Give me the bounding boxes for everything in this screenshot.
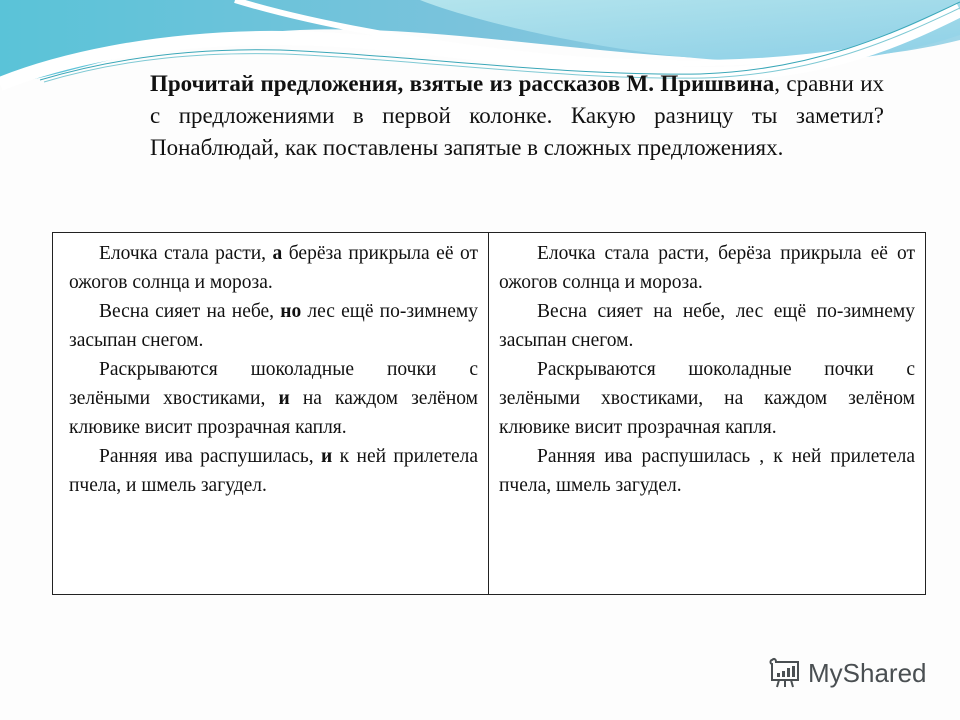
right-sentence-3: Раскрываются шоколадные почки с зелёными хвостиками, на каждом зелёном клювике висит прозрачная капля. [499, 359, 915, 438]
left-sentence-2: Весна сияет на небе, но лес ещё по-зимнему засыпан снегом. [69, 301, 478, 351]
conjunction: и [278, 388, 290, 409]
right-sentence-2: Весна сияет на небе, лес ещё по-зимнему засыпан снегом. [499, 301, 915, 351]
conjunction: но [280, 301, 302, 322]
right-sentence-4: Ранняя ива распушилась , к ней прилетела пчела, шмель загудел. [499, 446, 915, 496]
presentation-board-icon [768, 656, 802, 690]
left-sentence-4: Ранняя ива распушилась, и к ней прилетела пчела, и шмель загудел. [69, 446, 478, 496]
instruction-normal: , сравни их с предложениями в первой колонке. Какую разницу ты заметил? Понаблюдай, как поставлены запятые в сложных предложениях. [150, 71, 885, 160]
instruction-text [78, 68, 884, 164]
watermark-text: MyShared [808, 657, 927, 688]
left-column [53, 233, 489, 594]
comparison-table [52, 232, 926, 595]
myshared-watermark [768, 656, 927, 690]
conjunction: и [321, 446, 333, 467]
right-column [489, 233, 925, 594]
left-sentence-1: Елочка стала расти, а берёза прикрыла её от ожогов солнца и мороза. [69, 243, 478, 293]
conjunction: а [272, 243, 283, 264]
instruction-bold: Прочитай предложения, взятые из рассказов М. Пришвина [150, 71, 775, 96]
right-sentence-1: Елочка стала расти, берёза прикрыла её от ожогов солнца и мороза. [499, 243, 915, 293]
left-sentence-3: Раскрываются шоколадные почки с зелёными хвостиками, и на каждом зелёном клювике висит прозрачная капля. [69, 359, 478, 438]
